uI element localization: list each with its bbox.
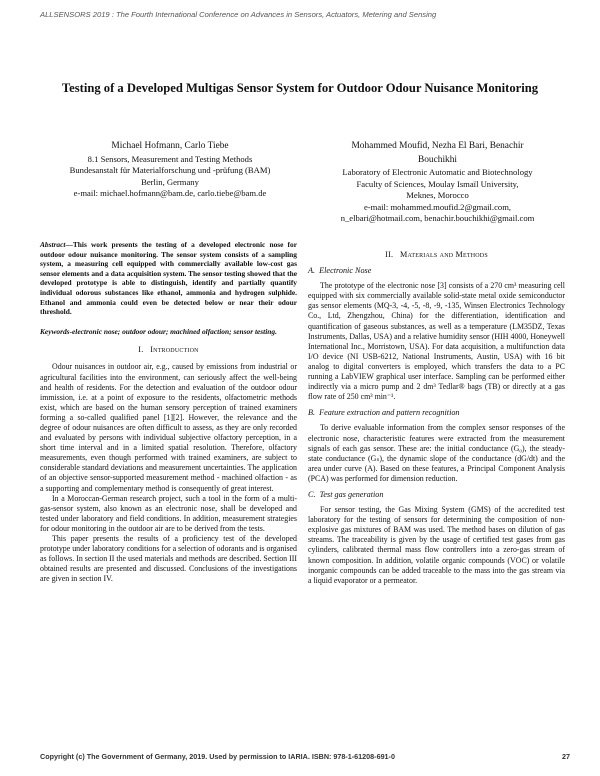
affiliation-line: Faculty of Sciences, Moulay Ismaïl University, [356, 178, 519, 189]
author-block-right [305, 140, 570, 225]
conference-header: ALLSENSORS 2019 : The Fourth International Conference on Advances in Sensors, Actuators, Metering and Sensing [40, 10, 437, 19]
subsection-title: Test gas generation [319, 489, 384, 499]
affiliation-line: Laboratory of Electronic Automatic and Biotechnology [342, 167, 533, 177]
author-email: n_elbari@hotmail.com, benachir.bouchikhi@gmail.com [340, 213, 535, 223]
paragraph: For sensor testing, the Gas Mixing System (GMS) of the accredited test laboratory for the testing of sensors for determining the composition of non-explosive gas mixtures of BAM was used. The method bases on dilution of gas streams. The traceability is given by the usage of certified test gases from gas cylinders, calibrated thermal mass flow controllers into a zero-gas stream of known composition. In addition, volatile organic compounds (VOC) or volatile inorganic compounds can be added traceable to the mass into the gas stream via a liquid evaporator or a permeator. [308, 505, 565, 585]
section-heading [40, 345, 297, 355]
author-names: Michael Hofmann, Carlo Tiebe [111, 141, 229, 151]
subsection-heading [308, 266, 565, 276]
affiliation-city: Berlin, Germany [141, 176, 199, 187]
keywords: Keywords-electronic nose; outdoor odour; machined olfaction; sensor testing. [40, 326, 277, 336]
subsection-label: B. [308, 408, 316, 418]
paper-title: Testing of a Developed Multigas Sensor System for Outdoor Odour Nuisance Monitoring [61, 81, 539, 95]
page-number: 27 [562, 752, 570, 761]
page-footer [40, 752, 570, 761]
section-number: I. [138, 345, 144, 355]
section-heading [308, 250, 565, 260]
author-names: Bouchikhi [417, 154, 458, 165]
paragraph: The prototype of the electronic nose [3] consists of a 270 cm³ measuring cell equipped with six commercially available solid-state metal oxide semiconductor gas sensor elements (MQ-3, -4, -5, -8, -9, -135, Winsen Electronics Technology Co., Ltd, Zhengzhou, China) for the differentiation, identification and quantification of gaseous substances, as well as a temperature (LM35DZ, Texas Instruments, Dallas, USA) and a relative humidity sensor (HIH 4000, Honeywell International Inc., Morristown, USA). For data acquisition, a multifunction data I/O device (NI USB-6212, National Instruments, Austin, USA) with 16 bit analog to digital converters is employed, which transfers the data to a PC running a LabVIEW graphical user interface. Sampling can be performed either indirectly via a micro pump and 2 dm³ Tedlar® bags (TB) or directly at a gas flow rate of 250 cm³ min⁻¹. [308, 281, 565, 402]
paragraph: To derive evaluable information from the complex sensor responses of the electronic nose, characteristic features were extracted from the measurement signals of each gas sensor. These are: the initial conductance (G₀), the steady-state conductance (Gₛ), the dynamic slope of the conductance (dG/dt) and the area under curve (A). Based on these features, a Principal Component Analysis (PCA) was performed for dimension reduction. [308, 423, 565, 483]
subsection-heading [308, 408, 565, 418]
section-title: Introduction [150, 345, 199, 355]
author-email: e-mail: michael.hofmann@bam.de, carlo.tiebe@bam.de [73, 188, 267, 198]
paragraph: Odour nuisances in outdoor air, e.g., caused by emissions from industrial or agricultural facilities into the environment, can seriously affect the well-being and health of residents. For the detection and evaluation of the outdoor odour immission, i.e. at a point of exposure to the residents, olfactometric methods exist, which are based on the human sensory perception of trained examiners forming a so-called qualified panel [1][2]. However, the relevance and the degree of odour nuisances are often difficult to assess, as they are only recorded and evaluated by persons with individual subjective olfactory perception, in a short time interval and in a limited spatial resolution. Therefore, olfactory measurements, even though performed with trained examiners, are subject to considerable standard deviations and measurement uncertainties. The application of an objective sensor-supported measurement method - machined olfaction - as a supporting and complementary method is consequently of great interest. [40, 362, 297, 493]
subsection-label: A. [308, 266, 316, 276]
section-number: II. [385, 250, 394, 259]
subsection-title: Electronic Nose [319, 266, 372, 276]
subsection-heading [308, 490, 565, 500]
subsection-title: Feature extraction and pattern recognition [319, 408, 460, 418]
abstract-text: —This work presents the testing of a developed electronic nose for outdoor odour nuisance monitoring. The sensor system consists of a sampling system, a measuring cell equipped with commercially available low-cost gas sensor elements and a data acquisition system. The sensor testing showed that the developed prototype is able to distinguish, identify and partially quantify individual odorous substances like ethanol, ammonia and hydrogen sulphide. Ethanol and ammonia could even be detected below or near their odour threshold. [40, 240, 297, 317]
abstract [40, 240, 297, 317]
abstract-lead: Abstract [40, 240, 66, 249]
left-column [40, 240, 297, 585]
subsection-label: C. [308, 489, 316, 499]
paragraph: In a Moroccan-German research project, such a tool in the form of a multi-gas-sensor system, also known as an electronic nose, shall be developed and tested under laboratory and field conditions. In addition, measurement strategies for odour monitoring in the outdoor air are to be derived from the tests. [40, 493, 297, 533]
author-names: Mohammed Moufid, Nezha El Bari, Benachir [351, 141, 524, 151]
paragraph: This paper presents the results of a proficiency test of the developed prototype under laboratory conditions for a selection of odorants and is organised as follows. In section II the used materials and methods are described. Section III obtained results are presented and discussed. Conclusions of the investigations are given in section IV. [40, 534, 297, 584]
affiliation-line: Bundesanstalt für Materialforschung und -prüfung (BAM) [69, 165, 271, 175]
author-email: e-mail: mohammed.moufid.2@gmail.com, [363, 201, 512, 212]
copyright-isbn: Copyright (c) The Government of Germany, 2019. Used by permission to IARIA. ISBN: 978-1-61208-691-0 [40, 752, 395, 761]
affiliation-line: 8.1 Sensors, Measurement and Testing Methods [87, 153, 253, 164]
section-title: Materials and Methods [400, 250, 488, 259]
affiliation-city: Meknes, Morocco [406, 190, 469, 200]
author-block-left [40, 140, 300, 200]
right-column [308, 250, 565, 586]
